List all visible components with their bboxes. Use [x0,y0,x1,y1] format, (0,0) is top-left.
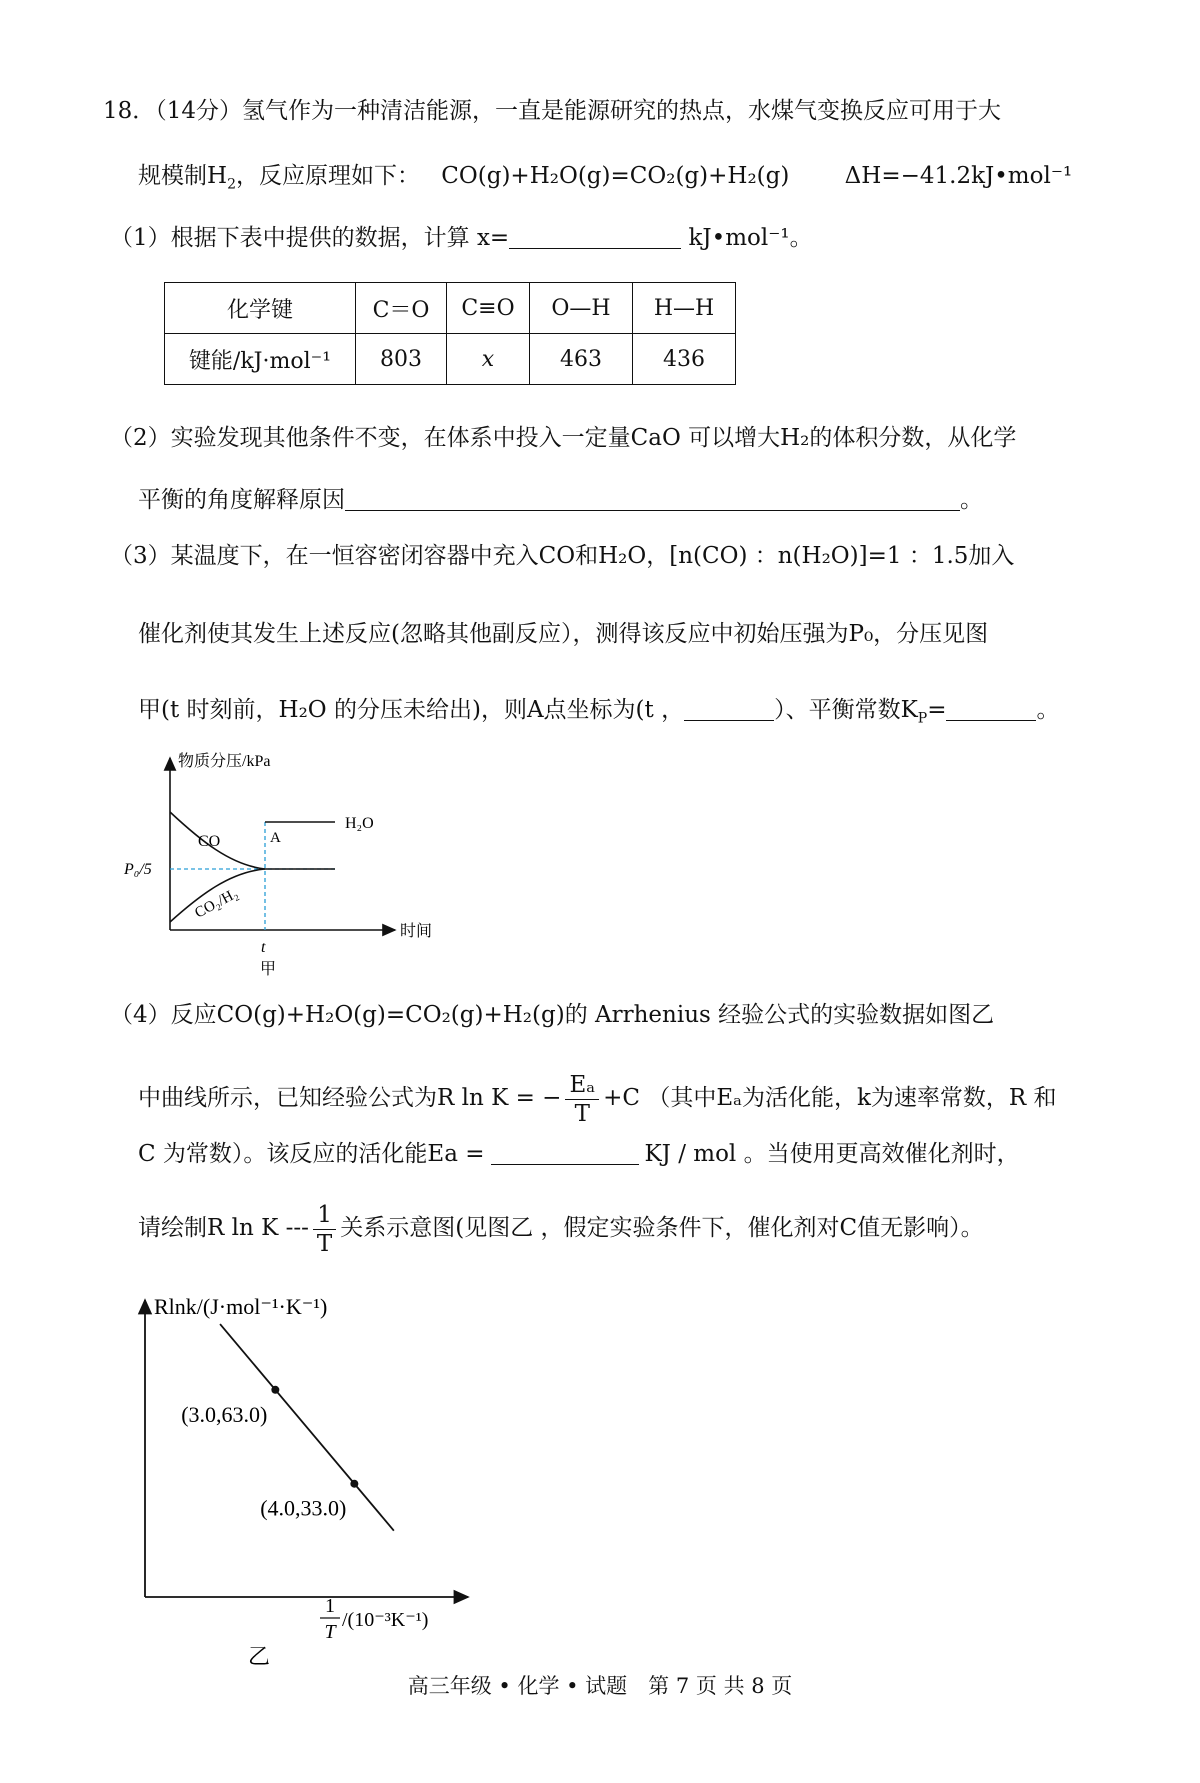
yi-data-point-1 [271,1386,279,1394]
yi-point-label-1: (3.0,63.0) [181,1401,268,1427]
q-line2-text-a: 规模制H [138,163,228,189]
figure-yi [120,1290,520,1670]
part4-line3 [138,1138,1020,1170]
part1-answer-blank[interactable] [509,224,681,249]
part3-line3 [138,694,1059,735]
part4-line2 [138,1066,1057,1130]
table-cell: O—H [530,283,633,334]
part2-text: 平衡的角度解释原因 [138,487,345,513]
ea-over-t-fraction [565,1071,599,1128]
yi-x-label-unit: /(10⁻³K⁻¹) [342,1609,429,1631]
figure-jia [120,750,450,980]
table-row [165,334,736,385]
jia-x-label: 时间 [400,923,433,940]
part2-line1: （2）实验发现其他条件不变，在体系中投入一定量CaO 可以增大H₂的体积分数，从化学 [110,425,1017,451]
yi-x-label-den: T [324,1621,336,1643]
frac-numerator: Eₐ [565,1071,599,1100]
part4-line3-a: C 为常数）。该反应的活化能Ea = [138,1141,485,1167]
part1-line [110,222,813,254]
yi-data-point-2 [350,1480,358,1488]
part3-line2: 催化剂使其发生上述反应(忽略其他副反应），测得该反应中初始压强为P₀，分压见图 [138,621,989,647]
part4-line2-b: +C （其中Eₐ为活化能，k为速率常数，R 和 [603,1085,1057,1111]
jia-a-label: A [270,830,281,846]
part4-line4-b: 关系示意图(见图乙 ，假定实验条件下，催化剂对C值无影响）。 [340,1215,984,1241]
q-line2-sub: 2 [227,176,236,193]
yi-caption: 乙 [248,1644,271,1669]
part3-ratio: [n(CO) ：n(H₂O)]=1 ：1.5 [669,543,969,569]
bond-energy-table [164,282,736,385]
yi-y-label: Rlnk/(J·mol⁻¹·K⁻¹) [154,1294,328,1319]
jia-co-label: CO [198,833,221,850]
reaction-equation: CO(g)+H₂O(g)=CO₂(g)+H₂(g) [441,163,790,189]
part3-line3-a: 甲(t 时刻前，H₂O 的分压未给出)，则A点坐标为(t ， [138,697,685,723]
table-cell: C＝O [356,283,447,334]
frac-denominator: T [574,1100,590,1127]
table-cell: 803 [356,334,447,385]
part3-text-a: （3）某温度下，在一恒容密闭容器中充入CO和H₂O， [110,543,670,569]
part4-line4 [138,1196,984,1260]
part4-line2-a: 中曲线所示，已知经验公式为R ln K = − [138,1085,562,1111]
table-cell: 436 [633,334,736,385]
kp-answer-blank[interactable] [946,696,1036,721]
part4-line1-a: （4）反应 [110,1002,217,1028]
part1-unit: kJ•mol⁻¹。 [688,225,813,251]
jia-p0-label: P₀/5 [124,861,152,878]
kp-sub: P [917,710,928,727]
part4-line4-a: 请绘制R ln K --- [138,1215,309,1241]
yi-x-label-num: 1 [325,1595,335,1617]
frac-denominator: T [316,1230,333,1257]
one-over-t-fraction [313,1201,336,1258]
page-footer: 高三年级 • 化学 • 试题 第 7 页 共 8 页 [407,1674,793,1698]
frac-numerator: 1 [313,1201,336,1230]
jia-caption: 甲 [260,961,277,978]
part2-answer-blank[interactable] [345,486,960,511]
table-cell: H—H [633,283,736,334]
part2-end: 。 [960,487,983,513]
point-a-answer-blank[interactable] [684,696,774,721]
table-cell: 键能/kJ·mol⁻¹ [165,334,356,385]
part4-line3-b: KJ / mol 。当使用更高效催化剂时， [644,1141,1020,1167]
table-cell: 463 [530,334,633,385]
delta-h: ΔH=−41.2kJ•mol⁻¹ [844,163,1073,189]
part2-line2 [138,484,983,516]
jia-y-label: 物质分压/kPa [178,753,271,770]
question-line-2 [138,160,1072,201]
part3-line3-b: ）、平衡常数K [774,697,918,723]
yi-point-label-2: (4.0,33.0) [260,1495,347,1521]
table-header-row [165,283,736,334]
part4-line1-b: 的 Arrhenius 经验公式的实验数据如图乙 [564,1002,995,1028]
part3-line1 [110,540,1014,572]
part3-line3-end: 。 [1036,697,1060,723]
q-line2-text-b: ，反应原理如下： [235,163,420,189]
jia-co2h2-label: CO₂/H₂ [192,885,241,922]
table-cell: x [447,334,530,385]
table-cell: C≡O [447,283,530,334]
table-cell: 化学键 [165,283,356,334]
question-heading: 18．（14分）氢气作为一种清洁能源，一直是能源研究的热点，水煤气变换反应可用于大 [103,98,1002,124]
part3-line3-c: = [927,697,947,723]
part1-text: （1）根据下表中提供的数据，计算 x= [110,225,510,251]
part3-text-b: 加入 [968,543,1015,569]
ea-answer-blank[interactable] [491,1140,639,1165]
part4-line1 [110,999,994,1031]
jia-t-label: t [261,939,266,956]
part4-reaction: CO(g)+H₂O(g)=CO₂(g)+H₂(g) [216,1002,565,1028]
jia-h2o-label: H₂O [345,815,374,832]
